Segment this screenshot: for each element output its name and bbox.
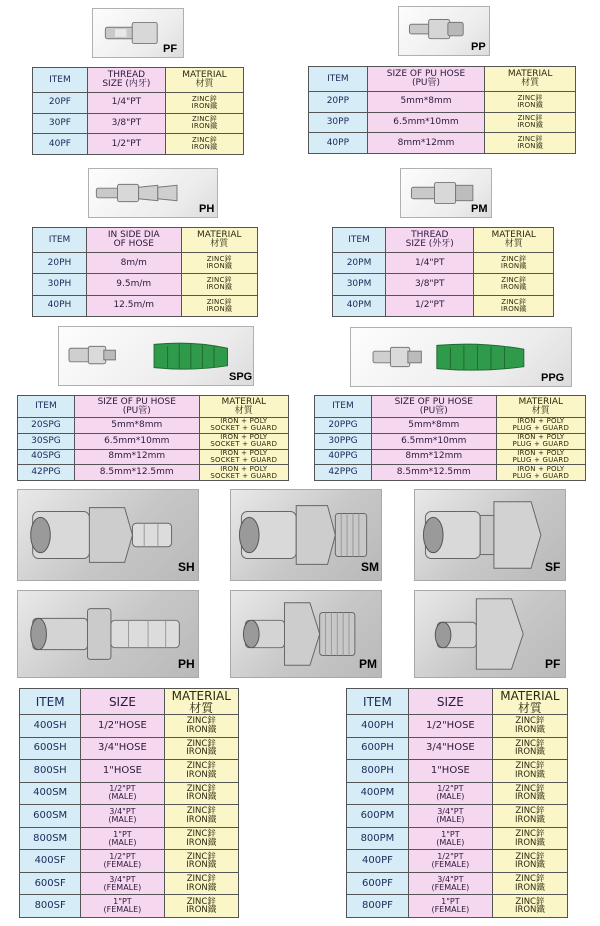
- cell-size: 3/4"HOSE: [408, 737, 492, 760]
- photo-label-big-ph: PH: [178, 657, 195, 671]
- table-row: [347, 737, 568, 760]
- cell-size: 3/4"PT (FEMALE): [81, 872, 164, 895]
- cell-size: 3/8"PT: [87, 113, 165, 134]
- cell-item: 400PF: [347, 850, 409, 873]
- cell-material: ZINC鋅 IRON鐵: [165, 134, 243, 155]
- col-header-material: MATERIAL 材質: [474, 228, 554, 253]
- table-row: [33, 295, 258, 316]
- col-header-item: ITEM: [309, 67, 368, 92]
- col-header-hose-size: SIZE OF PU HOSE (PU管): [371, 396, 496, 418]
- cell-size: 8.5mm*12.5mm: [74, 465, 199, 481]
- table-row: [333, 253, 554, 274]
- cell-material: ZINC鋅 IRON鐵: [164, 827, 238, 850]
- table-row: [20, 872, 239, 895]
- table-row: [33, 134, 244, 155]
- cell-size: 3/8"PT: [386, 274, 474, 295]
- table-row: [347, 872, 568, 895]
- cell-size: 1"PT (MALE): [81, 827, 164, 850]
- spec-table-spg: [17, 395, 289, 481]
- photo-label-sf: SF: [545, 560, 561, 574]
- col-header-item: ITEM: [33, 228, 87, 253]
- cell-material: ZINC鋅 IRON鐵: [165, 93, 243, 114]
- cell-material: ZINC鋅 IRON鐵: [164, 805, 238, 828]
- cell-size: 1/2"PT (FEMALE): [81, 850, 164, 873]
- table-row: [18, 418, 289, 434]
- cell-size: 6.5mm*10mm: [74, 433, 199, 449]
- table-row: [315, 418, 586, 434]
- table-row: [20, 850, 239, 873]
- table-row: [309, 112, 576, 133]
- cell-item: 42PPG: [315, 465, 372, 481]
- cell-item: 30SPG: [18, 433, 75, 449]
- cell-item: 30PPG: [315, 433, 372, 449]
- sf-coupler-icon: [415, 490, 565, 580]
- table-row: [315, 433, 586, 449]
- photo-ppg: [350, 327, 572, 387]
- table-row: [333, 274, 554, 295]
- spec-table-big-right: [346, 688, 568, 918]
- cell-item: 600PH: [347, 737, 409, 760]
- cell-size: 8.5mm*12.5mm: [371, 465, 496, 481]
- photo-pp: [398, 6, 490, 56]
- cell-item: 400SM: [20, 782, 81, 805]
- cell-material: IRON + POLY SOCKET + GUARD: [199, 465, 288, 481]
- table-row: [33, 253, 258, 274]
- photo-big-ph: [17, 590, 199, 678]
- cell-material: ZINC鋅 IRON鐵: [164, 760, 238, 783]
- col-header-item: ITEM: [33, 68, 88, 93]
- col-header-material: MATERIAL 材質: [199, 396, 288, 418]
- cell-material: ZINC鋅 IRON鐵: [474, 295, 554, 316]
- photo-label-sh: SH: [178, 560, 195, 574]
- table-row: [20, 782, 239, 805]
- col-header-material: MATERIAL 材質: [496, 396, 585, 418]
- table-row: [315, 465, 586, 481]
- cell-size: 3/4"PT (FEMALE): [408, 872, 492, 895]
- cell-item: 20SPG: [18, 418, 75, 434]
- ppg-fitting-icon: [351, 328, 571, 386]
- table-row: [347, 850, 568, 873]
- cell-item: 800PF: [347, 895, 409, 918]
- cell-item: 30PH: [33, 274, 87, 295]
- cell-item: 20PP: [309, 92, 368, 113]
- cell-item: 30PF: [33, 113, 88, 134]
- cell-item: 40PH: [33, 295, 87, 316]
- table-row: [20, 760, 239, 783]
- col-header-item: ITEM: [20, 689, 81, 715]
- cell-item: 600SF: [20, 872, 81, 895]
- cell-item: 400SH: [20, 715, 81, 738]
- cell-size: 1/2"HOSE: [81, 715, 164, 738]
- cell-size: 1/2"PT (MALE): [408, 782, 492, 805]
- cell-material: IRON + POLY PLUG + GUARD: [496, 433, 585, 449]
- cell-size: 3/4"PT (MALE): [81, 805, 164, 828]
- cell-item: 20PPG: [315, 418, 372, 434]
- cell-material: IRON + POLY SOCKET + GUARD: [199, 433, 288, 449]
- col-header-material: MATERIAL 材質: [164, 689, 238, 715]
- cell-size: 8mm*12mm: [371, 449, 496, 465]
- cell-item: 600PF: [347, 872, 409, 895]
- photo-pf: [92, 8, 184, 58]
- cell-material: ZINC鋅 IRON鐵: [492, 805, 567, 828]
- table-row: [347, 760, 568, 783]
- cell-material: ZINC鋅 IRON鐵: [164, 850, 238, 873]
- col-header-item: ITEM: [18, 396, 75, 418]
- col-header-size: SIZE: [81, 689, 164, 715]
- cell-material: ZINC鋅 IRON鐵: [165, 113, 243, 134]
- cell-material: IRON + POLY SOCKET + GUARD: [199, 449, 288, 465]
- photo-label-pp: PP: [471, 41, 486, 53]
- cell-size: 1/2"PT: [386, 295, 474, 316]
- photo-pm: [400, 168, 492, 218]
- photo-big-pm: [230, 590, 382, 678]
- table-row: [20, 827, 239, 850]
- cell-item: 20PF: [33, 93, 88, 114]
- photo-label-ppg: PPG: [541, 372, 565, 384]
- spec-table-big-left: [19, 688, 239, 918]
- table-row: [18, 433, 289, 449]
- cell-size: 1"PT (FEMALE): [408, 895, 492, 918]
- photo-ph: [88, 168, 218, 218]
- photo-big-pf: [414, 590, 566, 678]
- cell-material: ZINC鋅 IRON鐵: [492, 715, 567, 738]
- cell-item: 40PPG: [315, 449, 372, 465]
- cell-material: ZINC鋅 IRON鐵: [492, 737, 567, 760]
- table-row: [347, 895, 568, 918]
- cell-item: 40PP: [309, 133, 368, 154]
- cell-item: 400PH: [347, 715, 409, 738]
- cell-size: 3/4"PT (MALE): [408, 805, 492, 828]
- col-header-material: MATERIAL 材質: [165, 68, 243, 93]
- table-row: [18, 449, 289, 465]
- cell-material: ZINC鋅 IRON鐵: [474, 274, 554, 295]
- col-header-material: MATERIAL 材質: [181, 228, 258, 253]
- cell-size: 1/4"PT: [87, 93, 165, 114]
- cell-size: 1"PT (MALE): [408, 827, 492, 850]
- spec-table-pf: [32, 67, 244, 155]
- table-row: [347, 827, 568, 850]
- cell-material: IRON + POLY SOCKET + GUARD: [199, 418, 288, 434]
- cell-material: IRON + POLY PLUG + GUARD: [496, 449, 585, 465]
- col-header-hose-size: SIZE OF PU HOSE (PU管): [74, 396, 199, 418]
- table-row: [33, 93, 244, 114]
- photo-label-big-pm: PM: [359, 657, 377, 671]
- col-header-material: MATERIAL 材質: [492, 689, 567, 715]
- cell-item: 600SH: [20, 737, 81, 760]
- cell-material: ZINC鋅 IRON鐵: [492, 895, 567, 918]
- pf-plug-icon: [415, 591, 565, 677]
- cell-material: ZINC鋅 IRON鐵: [492, 850, 567, 873]
- col-header-inside-dia: IN SIDE DIA OF HOSE: [87, 228, 182, 253]
- table-row: [347, 805, 568, 828]
- photo-big-sh: [17, 489, 199, 581]
- cell-material: ZINC鋅 IRON鐵: [164, 872, 238, 895]
- cell-material: ZINC鋅 IRON鐵: [164, 715, 238, 738]
- col-header-size: SIZE: [408, 689, 492, 715]
- col-header-material: MATERIAL 材質: [485, 67, 576, 92]
- spec-table-ph: [32, 227, 258, 317]
- cell-size: 6.5mm*10mm: [371, 433, 496, 449]
- table-row: [347, 782, 568, 805]
- spg-fitting-icon: [59, 327, 253, 385]
- table-row: [315, 449, 586, 465]
- cell-item: 800SF: [20, 895, 81, 918]
- table-row: [33, 113, 244, 134]
- cell-size: 9.5m/m: [87, 274, 182, 295]
- ph-fitting-icon: [89, 169, 217, 217]
- photo-label-ph: PH: [199, 203, 215, 215]
- cell-item: 600SM: [20, 805, 81, 828]
- sh-coupler-icon: [18, 490, 198, 580]
- cell-size: 8mm*12mm: [74, 449, 199, 465]
- cell-size: 1"HOSE: [408, 760, 492, 783]
- cell-size: 8mm*12mm: [367, 133, 484, 154]
- cell-size: 6.5mm*10mm: [367, 112, 484, 133]
- col-header-item: ITEM: [333, 228, 386, 253]
- cell-item: 42PPG: [18, 465, 75, 481]
- cell-size: 1/2"PT (MALE): [81, 782, 164, 805]
- photo-label-sm: SM: [361, 560, 379, 574]
- photo-big-sf: [414, 489, 566, 581]
- cell-material: ZINC鋅 IRON鐵: [474, 253, 554, 274]
- cell-material: ZINC鋅 IRON鐵: [485, 92, 576, 113]
- cell-material: IRON + POLY PLUG + GUARD: [496, 465, 585, 481]
- cell-item: 30PP: [309, 112, 368, 133]
- cell-item: 40PM: [333, 295, 386, 316]
- cell-item: 20PH: [33, 253, 87, 274]
- table-row: [18, 465, 289, 481]
- cell-size: 1/2"PT: [87, 134, 165, 155]
- cell-material: ZINC鋅 IRON鐵: [181, 295, 258, 316]
- table-row: [20, 895, 239, 918]
- cell-item: 40SPG: [18, 449, 75, 465]
- table-row: [20, 715, 239, 738]
- cell-size: 5mm*8mm: [371, 418, 496, 434]
- photo-label-big-pf: PF: [545, 657, 561, 671]
- col-header-thread-size: THREAD SIZE (内牙): [87, 68, 165, 93]
- col-header-hose-size: SIZE OF PU HOSE (PU管): [367, 67, 484, 92]
- table-row: [333, 295, 554, 316]
- spec-table-pm: [332, 227, 554, 317]
- cell-material: ZINC鋅 IRON鐵: [492, 782, 567, 805]
- cell-item: 800PM: [347, 827, 409, 850]
- cell-material: ZINC鋅 IRON鐵: [181, 274, 258, 295]
- spec-table-ppg: [314, 395, 586, 481]
- cell-size: 3/4"HOSE: [81, 737, 164, 760]
- cell-size: 1/2"HOSE: [408, 715, 492, 738]
- cell-item: 800SH: [20, 760, 81, 783]
- photo-big-sm: [230, 489, 382, 581]
- table-row: [309, 92, 576, 113]
- cell-item: 400PM: [347, 782, 409, 805]
- cell-material: ZINC鋅 IRON鐵: [164, 895, 238, 918]
- table-row: [347, 715, 568, 738]
- cell-item: 20PM: [333, 253, 386, 274]
- cell-material: ZINC鋅 IRON鐵: [181, 253, 258, 274]
- sm-coupler-icon: [231, 490, 381, 580]
- photo-label-pm: PM: [471, 203, 488, 215]
- cell-material: ZINC鋅 IRON鐵: [492, 872, 567, 895]
- ph-plug-icon: [18, 591, 198, 677]
- cell-item: 600PM: [347, 805, 409, 828]
- photo-label-pf: PF: [163, 43, 178, 55]
- photo-label-spg: SPG: [229, 371, 253, 383]
- cell-item: 800SM: [20, 827, 81, 850]
- photo-spg: [58, 326, 254, 386]
- cell-item: 800PH: [347, 760, 409, 783]
- table-row: [309, 133, 576, 154]
- cell-material: ZINC鋅 IRON鐵: [485, 112, 576, 133]
- cell-item: 30PM: [333, 274, 386, 295]
- cell-size: 1/4"PT: [386, 253, 474, 274]
- col-header-item: ITEM: [347, 689, 409, 715]
- table-row: [20, 737, 239, 760]
- col-header-item: ITEM: [315, 396, 372, 418]
- cell-material: ZINC鋅 IRON鐵: [164, 782, 238, 805]
- col-header-thread-size: THREAD SIZE (外牙): [386, 228, 474, 253]
- cell-size: 5mm*8mm: [74, 418, 199, 434]
- cell-size: 1"PT (FEMALE): [81, 895, 164, 918]
- cell-material: IRON + POLY PLUG + GUARD: [496, 418, 585, 434]
- cell-item: 400SF: [20, 850, 81, 873]
- cell-size: 1/2"PT (FEMALE): [408, 850, 492, 873]
- cell-size: 12.5m/m: [87, 295, 182, 316]
- cell-material: ZINC鋅 IRON鐵: [485, 133, 576, 154]
- cell-size: 1"HOSE: [81, 760, 164, 783]
- table-row: [20, 805, 239, 828]
- cell-size: 5mm*8mm: [367, 92, 484, 113]
- cell-material: ZINC鋅 IRON鐵: [492, 827, 567, 850]
- cell-item: 40PF: [33, 134, 88, 155]
- table-row: [33, 274, 258, 295]
- cell-material: ZINC鋅 IRON鐵: [164, 737, 238, 760]
- cell-size: 8m/m: [87, 253, 182, 274]
- spec-table-pp: [308, 66, 576, 154]
- cell-material: ZINC鋅 IRON鐵: [492, 760, 567, 783]
